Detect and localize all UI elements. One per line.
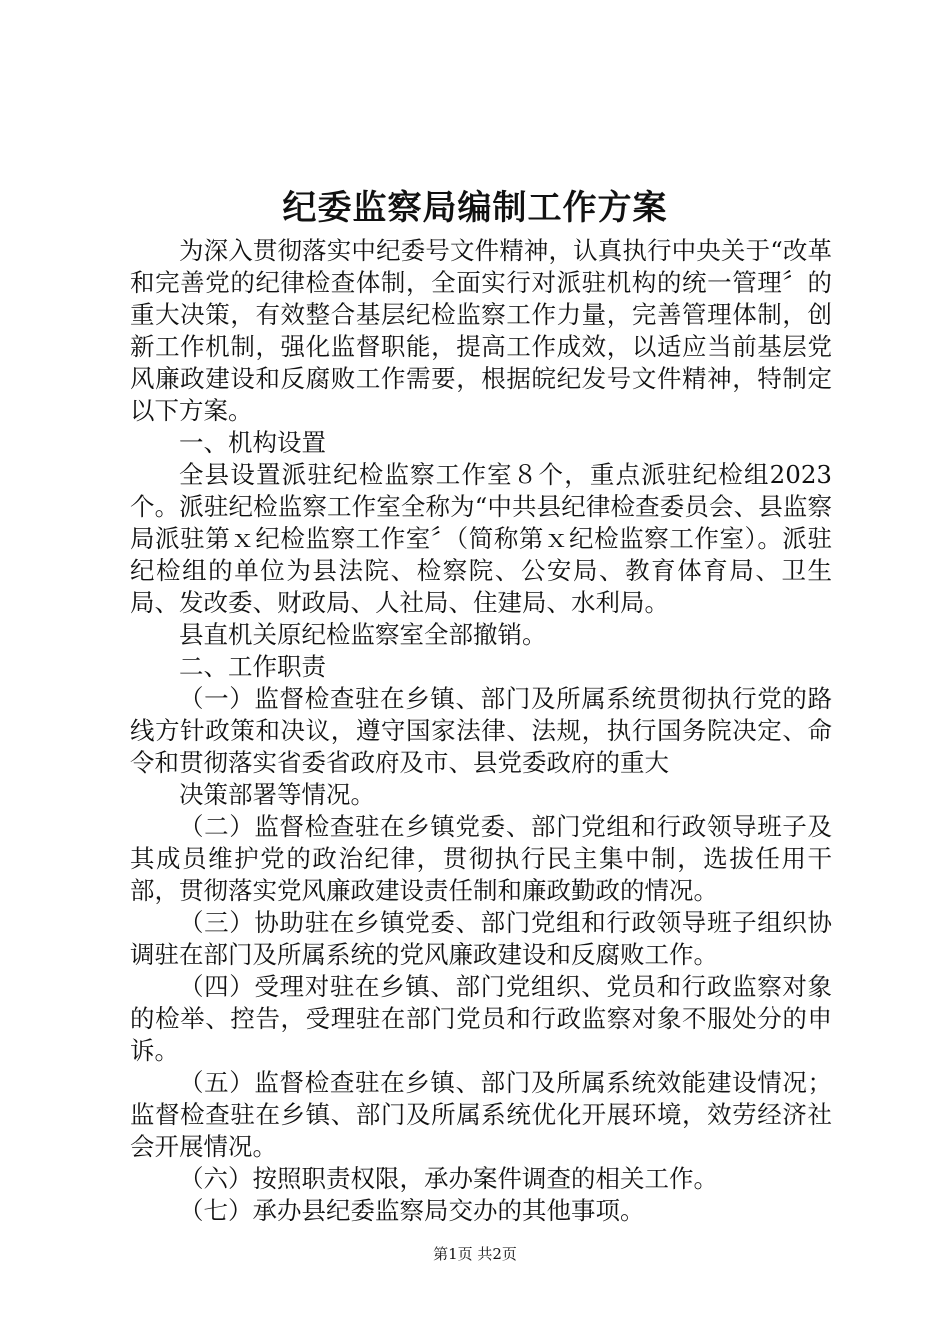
- duty-item-3: （三）协助驻在乡镇党委、部门党组和行政领导班子组织协调驻在部门及所属系统的党风廉政建设和反腐败工作。: [130, 908, 832, 969]
- duty-item-7: （七）承办县纪委监察局交办的其他事项。: [179, 1196, 645, 1225]
- duty-item-1-continued: 决策部署等情况。: [179, 780, 375, 809]
- heading-section-2: 二、工作职责: [179, 652, 326, 681]
- duty-item-1: （一）监督检查驻在乡镇、部门及所属系统贯彻执行党的路线方针政策和决议，遵守国家法律、法规，执行国务院决定、命令和贯彻落实省委省政府及市、县党委政府的重大: [130, 684, 832, 777]
- duty-item-6: （六）按照职责权限，承办案件调查的相关工作。: [179, 1164, 718, 1193]
- duty-item-5: （五）监督检查驻在乡镇、部门及所属系统效能建设情况；监督检查驻在乡镇、部门及所属系统优化开展环境，效劳经济社会开展情况。: [130, 1068, 832, 1161]
- page-number-footer: 第1页 共2页: [433, 1245, 517, 1263]
- paragraph-intro: 为深入贯彻落实中纪委号文件精神，认真执行中央关于“改革和完善党的纪律检查体制，全面实行对派驻机构的统一管理〞的重大决策，有效整合基层纪检监察工作力量，完善管理体制，创新工作机制，强化监督职能，提高工作成效，以适应当前基层党风廉政建设和反腐败工作需要，根据皖纪发号文件精神，特制定以下方案。: [130, 236, 832, 425]
- paragraph-abolish: 县直机关原纪检监察室全部撤销。: [179, 620, 547, 649]
- heading-section-1: 一、机构设置: [179, 428, 326, 457]
- document-title: 纪委监察局编制工作方案: [282, 188, 668, 228]
- duty-item-2: （二）监督检查驻在乡镇党委、部门党组和行政领导班子及其成员维护党的政治纪律，贯彻执行民主集中制，选拔任用干部，贯彻落实党风廉政建设责任制和廉政勤政的情况。: [130, 812, 832, 905]
- duty-item-4: （四）受理对驻在乡镇、部门党组织、党员和行政监察对象的检举、控告，受理驻在部门党员和行政监察对象不服处分的申诉。: [130, 972, 832, 1065]
- document-body: [130, 235, 832, 1227]
- paragraph-setup: 全县设置派驻纪检监察工作室８个，重点派驻纪检组2023个。派驻纪检监察工作室全称为“中共县纪律检查委员会、县监察局派驻第ｘ纪检监察工作室〞（简称第ｘ纪检监察工作室）。派驻纪检组的单位为县法院、检察院、公安局、教育体育局、卫生局、发改委、财政局、人社局、住建局、水利局。: [130, 460, 832, 617]
